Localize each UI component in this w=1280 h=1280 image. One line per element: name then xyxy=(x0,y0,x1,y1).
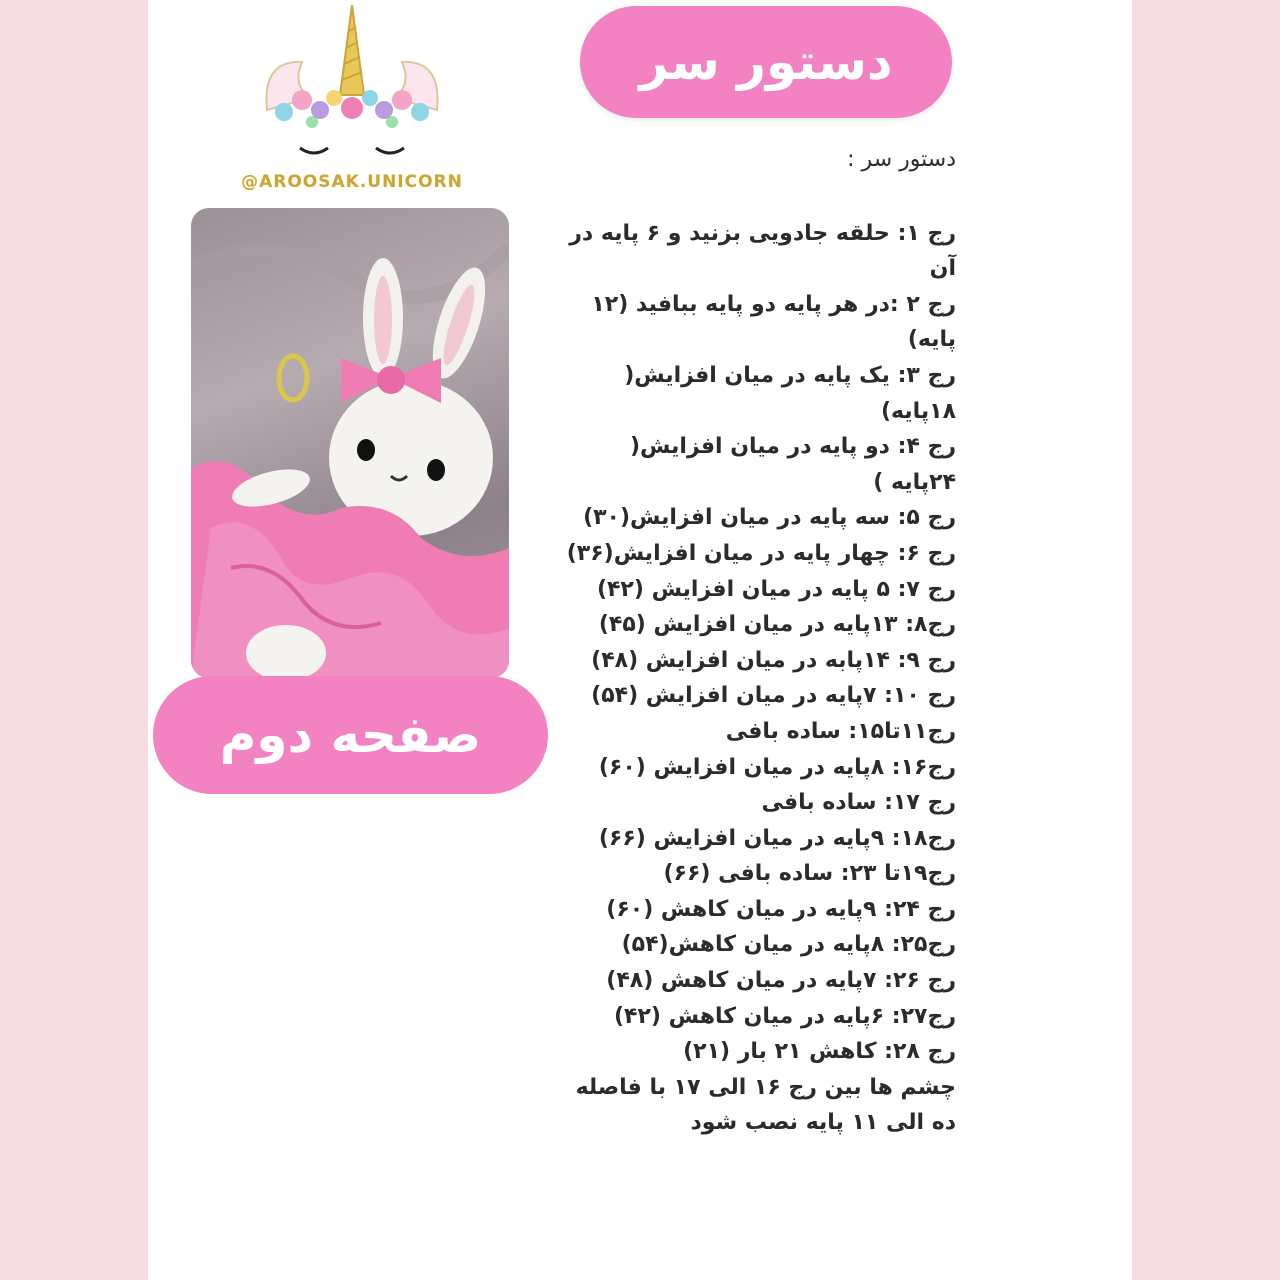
instruction-row-19-23: رج۱۹تا ۲۳: ساده بافی (۶۶) xyxy=(663,861,956,887)
instruction-row-1: رج ۱: حلقه جادویی بزنید و ۶ پایه در آن xyxy=(569,220,956,282)
brand-logo xyxy=(222,0,482,200)
instruction-row-10: رج ۱۰: ۷پایه در میان افزایش (۵۴) xyxy=(591,683,956,709)
page-number-pill xyxy=(153,676,548,794)
instruction-row-9: رج ۹: ۱۴پابه در میان افزایش (۴۸) xyxy=(591,647,956,673)
page-title: دستور سر xyxy=(639,33,893,91)
instruction-row-18: رج۱۸: ۹پایه در میان افزایش (۶۶) xyxy=(598,825,956,851)
instruction-eyes-note: چشم ها بین رج ۱۶ الی ۱۷ با فاصله ده الی ۱۱ پایه نصب شود xyxy=(575,1074,956,1136)
instruction-row-7: رج ۷: ۵ پایه در میان افزایش (۴۲) xyxy=(596,576,956,602)
instruction-row-4: رج ۴: دو پایه در میان افزایش( ۲۴پایه ) xyxy=(630,434,956,495)
instruction-row-3: رج ۳: یک پایه در میان افزایش( ۱۸پایه) xyxy=(624,362,956,424)
logo-handle-text: @AROOSAK.UNICORN xyxy=(241,172,463,192)
bunny-illustration xyxy=(191,208,509,678)
unicorn-logo-icon xyxy=(222,0,482,170)
instruction-row-27: رج۲۷: ۶پایه در میان کاهش (۴۲) xyxy=(613,1003,956,1029)
instruction-row-28: رج ۲۸: کاهش ۲۱ بار (۲۱) xyxy=(683,1039,956,1065)
instruction-row-5: رج ۵: سه پایه در میان افزایش(۳۰) xyxy=(583,505,956,531)
instructions-heading: دستور سر : xyxy=(847,147,956,172)
title-pill xyxy=(580,6,952,118)
instruction-row-25: رج۲۵: ۸پایه در میان کاهش(۵۴) xyxy=(621,932,956,958)
instruction-row-6: رج ۶: چهار پایه در میان افزایش(۳۶) xyxy=(566,540,956,566)
instruction-row-17: رج ۱۷: ساده بافی xyxy=(761,790,956,816)
instruction-row-24: رج ۲۴: ۹پایه در میان کاهش (۶۰) xyxy=(606,896,956,922)
instruction-row-26: رج ۲۶: ۷پایه در میان کاهش (۴۸) xyxy=(606,968,956,994)
instructions-block xyxy=(560,142,956,1141)
instruction-row-8: رج۸: ۱۳پایه در میان افزایش (۴۵) xyxy=(598,612,956,638)
instruction-row-16: رج۱۶: ۸پایه در میان افزایش (۶۰) xyxy=(598,754,956,780)
instruction-row-11-15: رج۱۱تا۱۵: ساده بافی xyxy=(725,718,956,744)
page-number-label: صفحه دوم xyxy=(219,706,482,764)
bunny-photo xyxy=(191,208,509,678)
instruction-row-2: رج ۲ :در هر پایه دو پایه ببافید (۱۲ پایه) xyxy=(591,291,956,353)
